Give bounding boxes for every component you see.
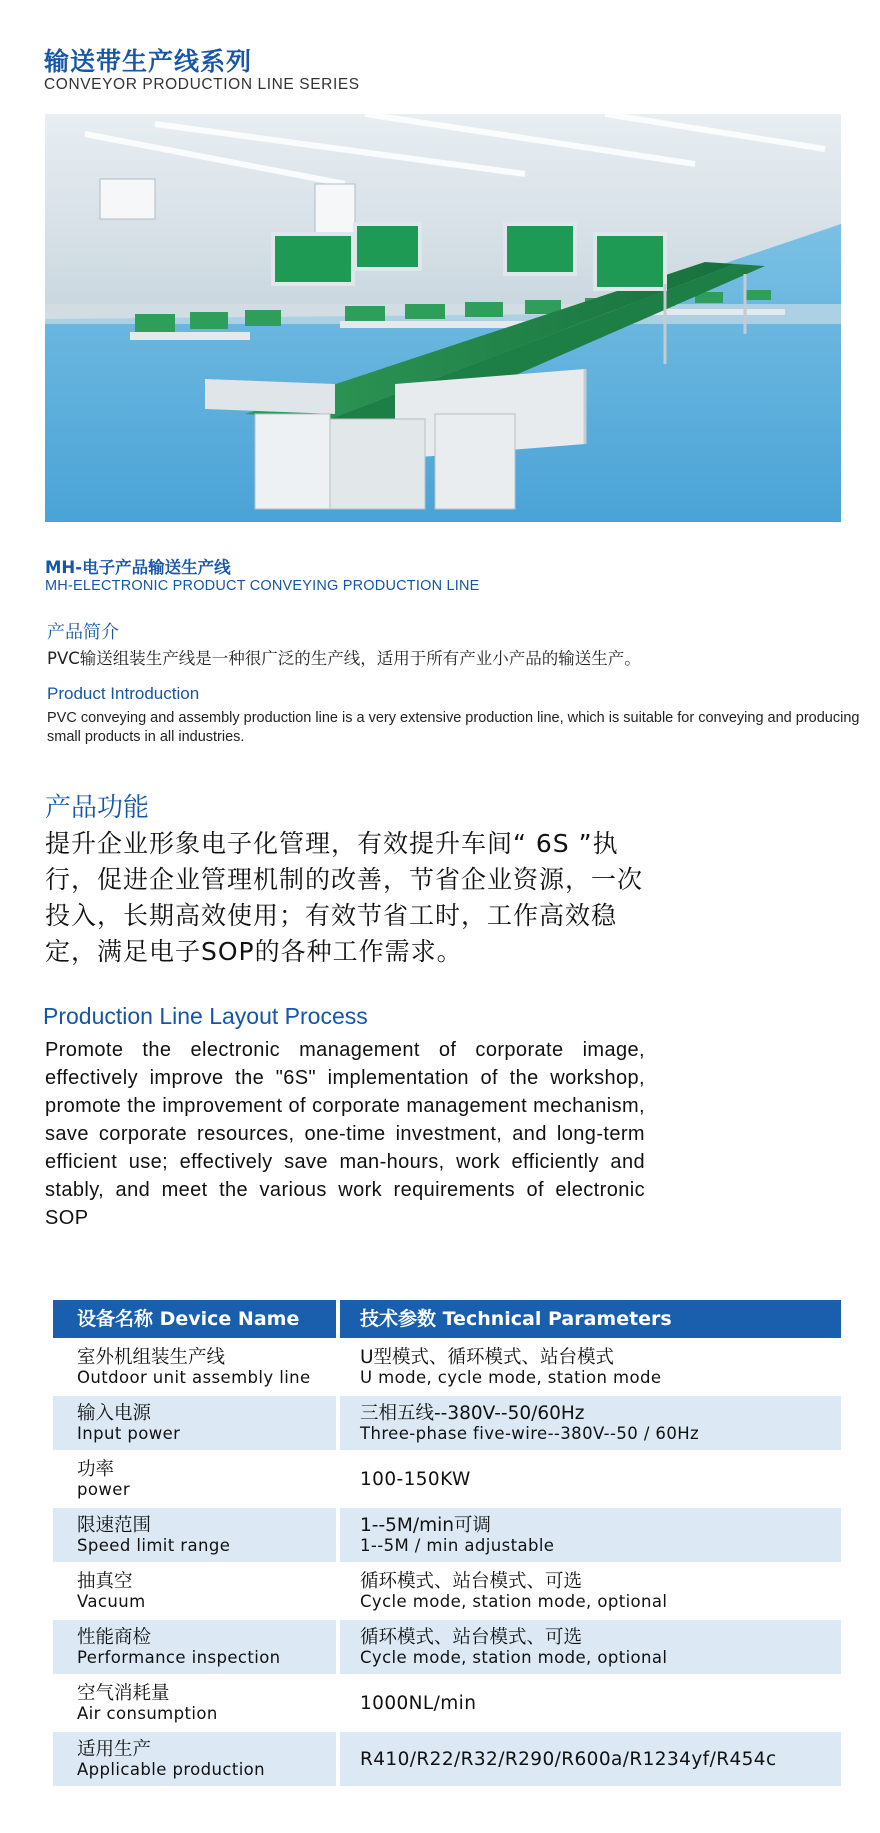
product-photo bbox=[45, 114, 841, 522]
row-name-cn: 室外机组装生产线 bbox=[77, 1347, 226, 1368]
header-device-name: 设备名称 Device Name bbox=[53, 1300, 336, 1338]
spec-table-header bbox=[53, 1300, 841, 1338]
header-technical-parameters: 技术参数 Technical Parameters bbox=[340, 1300, 841, 1338]
row-name-en: Applicable production bbox=[77, 1760, 266, 1779]
row-name-cn: 性能商检 bbox=[77, 1627, 152, 1648]
table-row bbox=[53, 1620, 841, 1674]
row-name-cn: 功率 bbox=[77, 1459, 115, 1480]
function-heading: 产品功能 bbox=[45, 793, 150, 823]
row-name-en: Input power bbox=[77, 1424, 181, 1443]
row-param-cn: U型模式、循环模式、站台模式 bbox=[360, 1347, 615, 1368]
intro-text-cn: PVC输送组装生产线是一种很广泛的生产线，适用于所有产业小产品的输送生产。 bbox=[47, 649, 641, 668]
row-param-value: 100-150KW bbox=[360, 1468, 471, 1490]
table-row bbox=[53, 1732, 841, 1786]
series-title-cn: 输送带生产线系列 bbox=[44, 47, 253, 76]
intro-heading-cn: 产品简介 bbox=[47, 622, 119, 643]
layout-process-heading: Production Line Layout Process bbox=[43, 1003, 368, 1029]
row-name-en: Outdoor unit assembly line bbox=[77, 1368, 311, 1387]
row-param-cn: 三相五线--380V--50/60Hz bbox=[360, 1403, 585, 1424]
series-title-en: CONVEYOR PRODUCTION LINE SERIES bbox=[44, 76, 360, 93]
table-row bbox=[53, 1508, 841, 1562]
row-name-cn: 限速范围 bbox=[77, 1515, 152, 1536]
function-text: 提升企业形象电子化管理，有效提升车间“ 6S ”执行，促进企业管理机制的改善，节省企业资源，一次投入，长期高效使用；有效节省工时，工作高效稳定，满足电子SOP的各种工作需求。 bbox=[45, 829, 644, 966]
row-param-en: Cycle mode, station mode, optional bbox=[360, 1592, 668, 1611]
conveyor-workshop-illustration bbox=[45, 114, 841, 522]
table-row bbox=[53, 1396, 841, 1450]
row-name-cn: 适用生产 bbox=[77, 1739, 152, 1760]
row-param-cn: 1--5M/min可调 bbox=[360, 1515, 491, 1536]
product-title-cn: MH-电子产品输送生产线 bbox=[45, 558, 231, 577]
layout-process-text: Promote the electronic management of corporate image, effectively improve the "6S" implementation of the workshop, promote the improvement of corporate management mechanism, save corporate resources, one-time investment, and long-term efficient use; effectively save man-hours, work efficiently and stably, and meet the various work requirements of electronic SOP bbox=[45, 1039, 645, 1229]
row-name-en: power bbox=[77, 1480, 130, 1499]
row-name-en: Performance inspection bbox=[77, 1648, 281, 1667]
row-name-cn: 输入电源 bbox=[77, 1403, 152, 1424]
row-param-value: R410/R22/R32/R290/R600a/R1234yf/R454c bbox=[360, 1748, 777, 1770]
row-name-en: Speed limit range bbox=[77, 1536, 231, 1555]
row-param-value: 1000NL/min bbox=[360, 1692, 477, 1714]
table-row bbox=[53, 1564, 841, 1618]
spec-table bbox=[53, 1300, 841, 1786]
row-name-en: Air consumption bbox=[77, 1704, 218, 1723]
table-row bbox=[53, 1676, 841, 1730]
intro-heading-en: Product Introduction bbox=[47, 684, 200, 703]
row-param-en: Cycle mode, station mode, optional bbox=[360, 1648, 668, 1667]
row-param-en: U mode, cycle mode, station mode bbox=[360, 1368, 662, 1387]
table-row bbox=[53, 1340, 841, 1394]
row-name-cn: 抽真空 bbox=[77, 1571, 133, 1592]
row-name-cn: 空气消耗量 bbox=[77, 1683, 170, 1704]
row-param-en: 1--5M / min adjustable bbox=[360, 1536, 555, 1555]
product-title-en: MH-ELECTRONIC PRODUCT CONVEYING PRODUCTION LINE bbox=[45, 578, 480, 594]
table-row bbox=[53, 1452, 841, 1506]
row-param-cn: 循环模式、站台模式、可选 bbox=[360, 1571, 583, 1592]
intro-text-en: PVC conveying and assembly production line is a very extensive production line, which is suitable for conveying and producing small products in all industries. bbox=[47, 710, 860, 745]
row-param-cn: 循环模式、站台模式、可选 bbox=[360, 1627, 583, 1648]
row-name-en: Vacuum bbox=[77, 1592, 146, 1611]
row-param-en: Three-phase five-wire--380V--50 / 60Hz bbox=[360, 1424, 700, 1443]
